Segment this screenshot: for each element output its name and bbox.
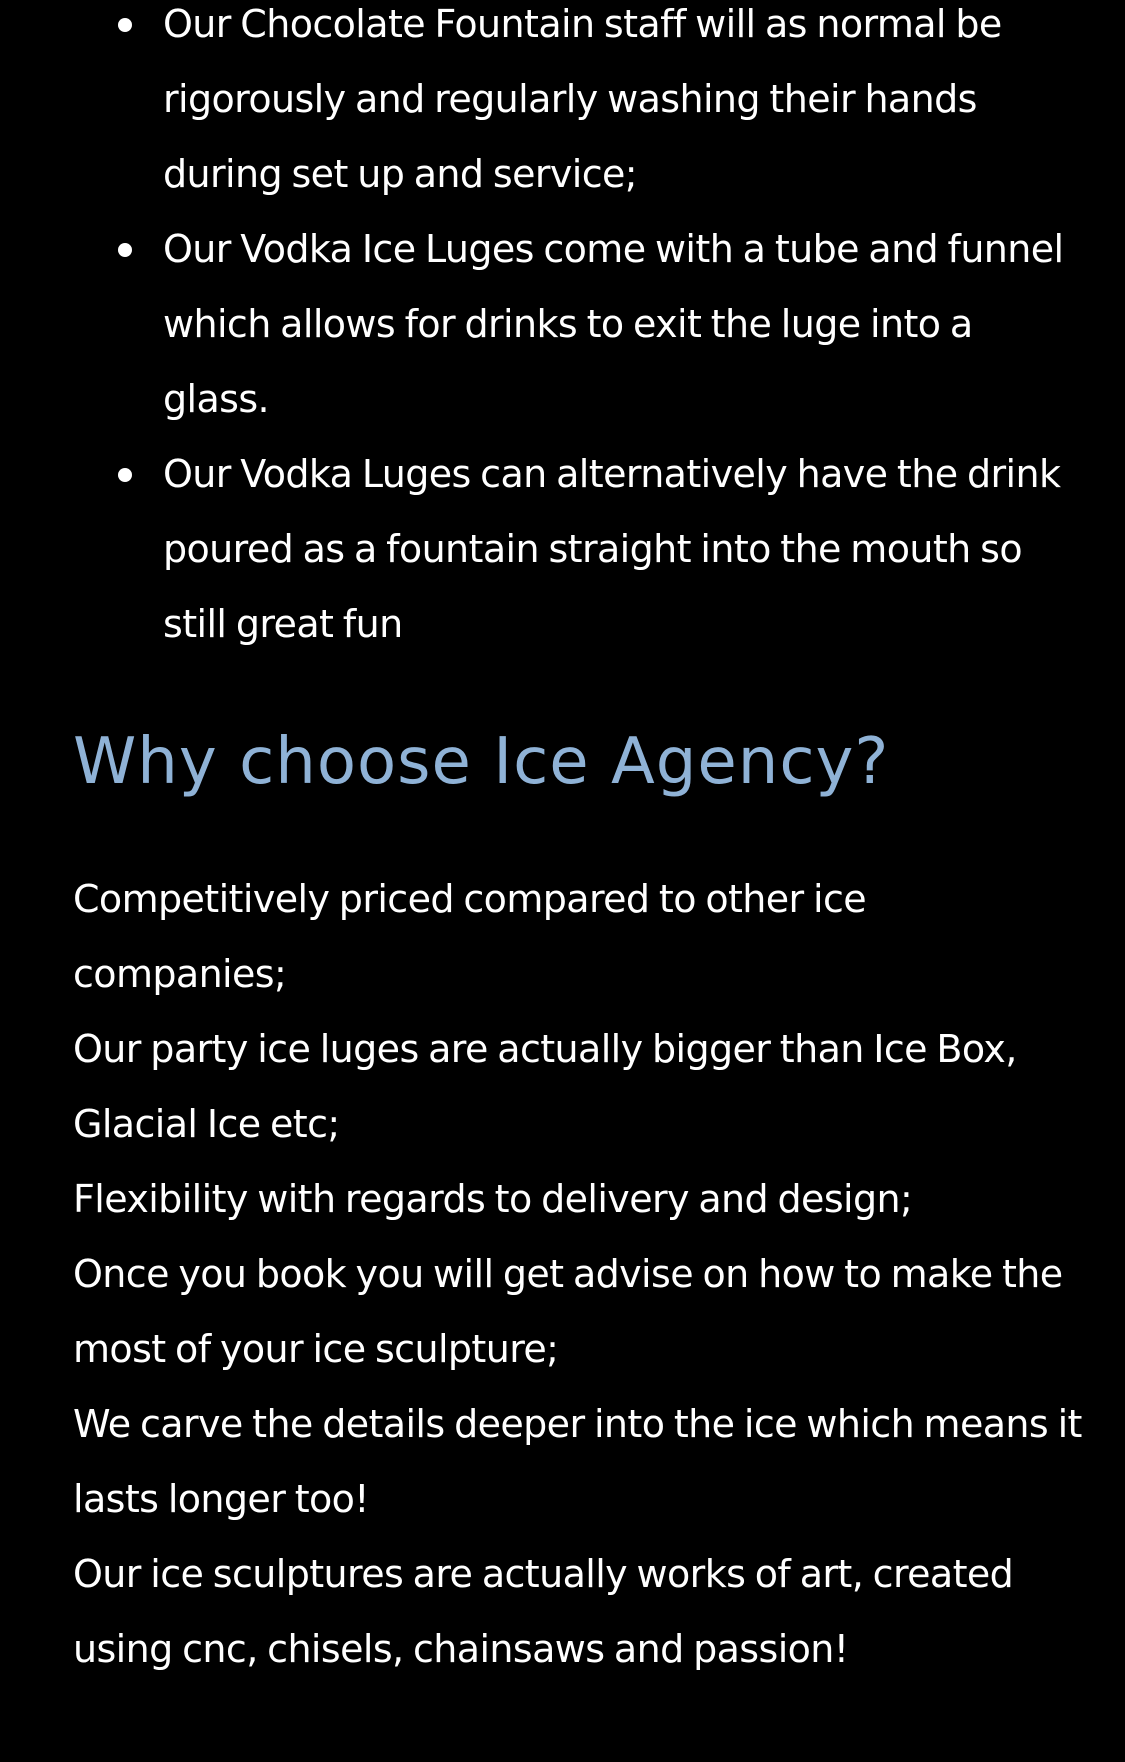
bullet-text: Our Vodka Ice Luges come with a tube and funnel which allows for drinks to exit the luge into a glass. bbox=[163, 227, 1064, 421]
benefit-line: Competitively priced compared to other ice companies; bbox=[73, 877, 867, 996]
bullet-dot-icon bbox=[118, 243, 132, 257]
list-item bbox=[73, 437, 1083, 662]
benefit-line: Once you book you will get advise on how to make the most of your ice sculpture; bbox=[73, 1252, 1063, 1371]
bullet-text: Our Vodka Luges can alternatively have the drink poured as a fountain straight into the mouth so still great fun bbox=[163, 452, 1061, 646]
bullet-list bbox=[73, 0, 1083, 662]
benefit-line: Flexibility with regards to delivery and design; bbox=[73, 1177, 913, 1221]
benefit-line: Our ice sculptures are actually works of art, created using cnc, chisels, chainsaws and passion! bbox=[73, 1552, 1014, 1671]
bullet-dot-icon bbox=[118, 18, 132, 32]
bullet-dot-icon bbox=[118, 468, 132, 482]
section-heading: Why choose Ice Agency? bbox=[73, 725, 890, 799]
bullet-text: Our Chocolate Fountain staff will as normal be rigorously and regularly washing their hands during set up and service; bbox=[163, 2, 1002, 196]
list-item bbox=[73, 0, 1083, 212]
benefits-paragraph bbox=[73, 862, 1083, 1687]
list-item bbox=[73, 212, 1083, 437]
benefit-line: We carve the details deeper into the ice which means it lasts longer too! bbox=[73, 1402, 1082, 1521]
main-content bbox=[73, 0, 1083, 1671]
benefit-line: Our party ice luges are actually bigger than Ice Box, Glacial Ice etc; bbox=[73, 1027, 1017, 1146]
